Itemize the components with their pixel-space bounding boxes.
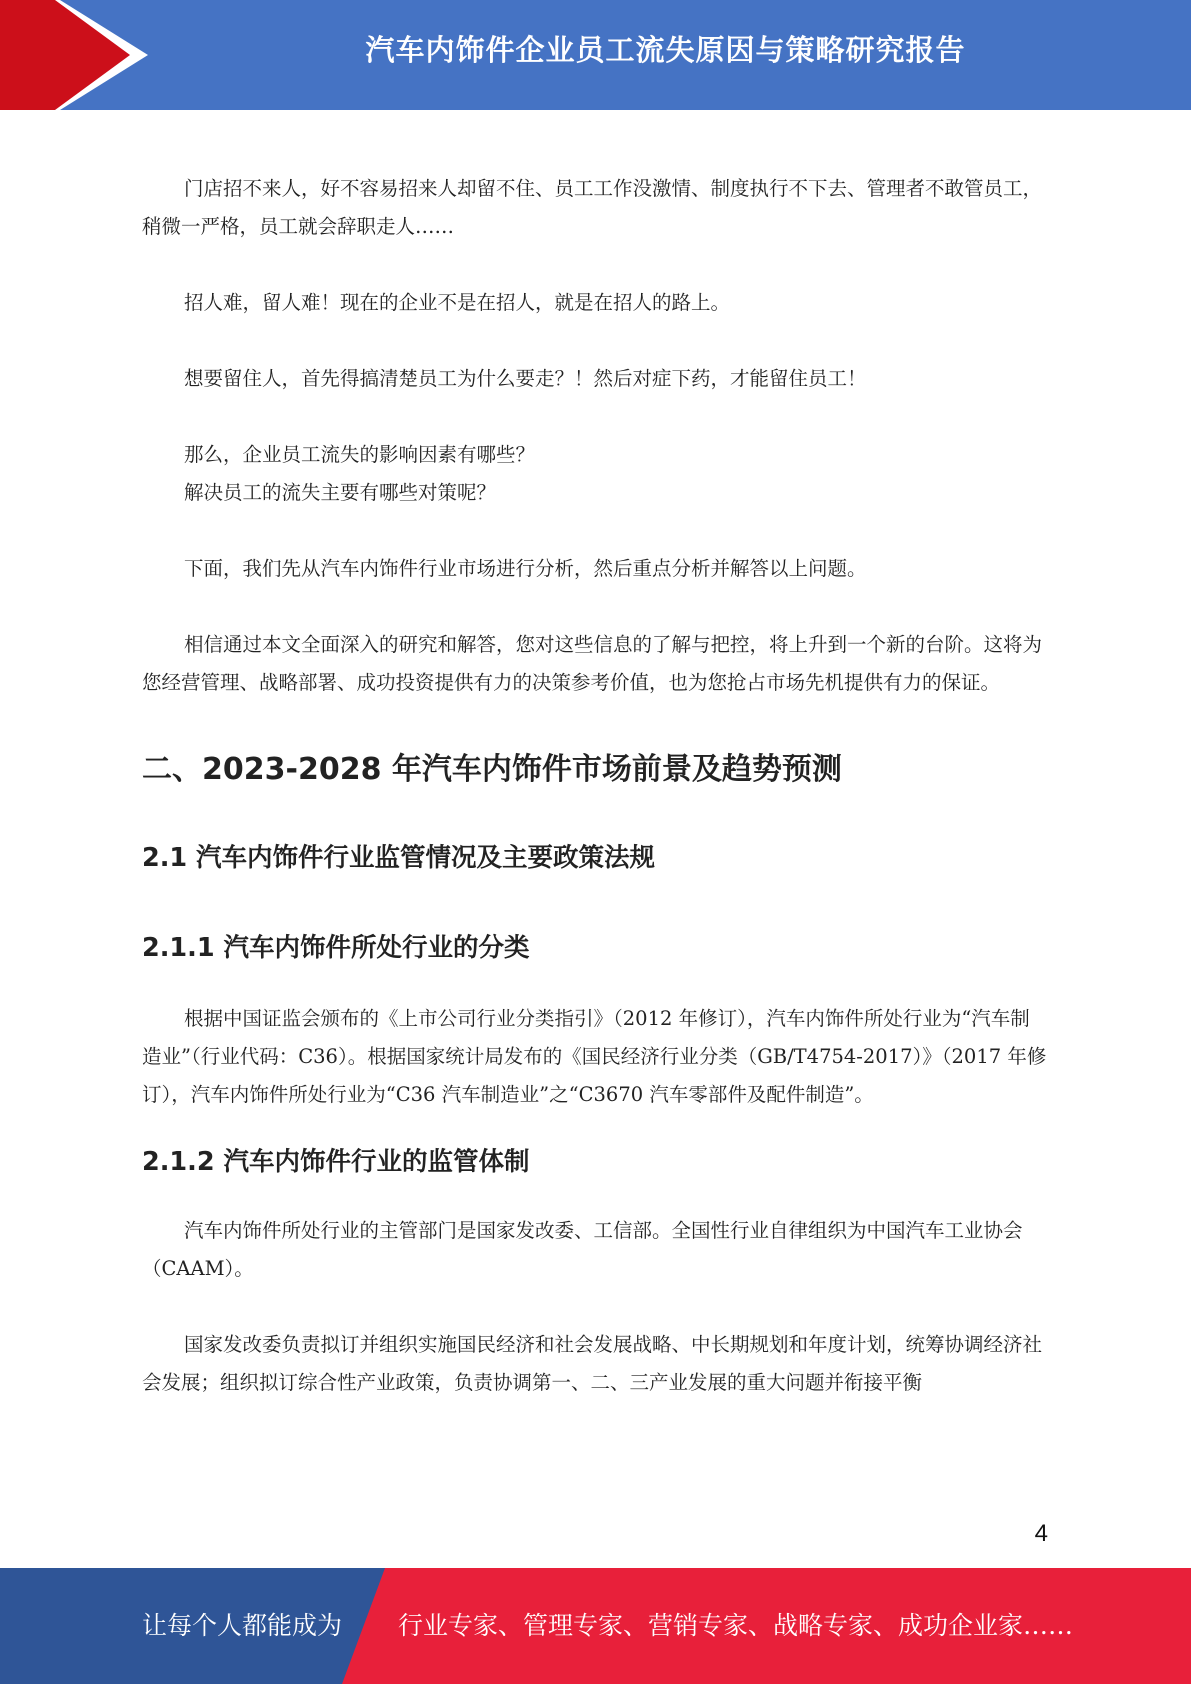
intro-paragraph-2: 招人难，留人难！现在的企业不是在招人，就是在招人的路上。 (184, 291, 731, 314)
intro-paragraph-6: 相信通过本文全面深入的研究和解答，您对这些信息的了解与把控，将上升到一个新的台阶。这将为您经营管理、战略部署、成功投资提供有力的决策参考价值，也为您抢占市场先机提供有力的保证。 (142, 633, 1043, 694)
footer-slogan-right: 行业专家、管理专家、营销专家、战略专家、成功企业家…… (398, 1611, 1074, 1640)
paragraph-2-1-1: 根据中国证监会颁布的《上市公司行业分类指引》（2012 年修订），汽车内饰件所处行业为“汽车制造业”（行业代码：C36）。根据国家统计局发布的《国民经济行业分类（GB/T4754-2017）》（2017 年修订），汽车内饰件所处行业为“C36 汽车制造业”之“C3670 汽车零部件及配件制造”。 (142, 1007, 1047, 1106)
intro-paragraph-5: 下面，我们先从汽车内饰件行业市场进行分析，然后重点分析并解答以上问题。 (184, 557, 867, 580)
section-heading-2: 二、2023-2028 年汽车内饰件市场前景及趋势预测 (142, 752, 842, 787)
footer-slogan-left: 让每个人都能成为 (142, 1611, 343, 1640)
intro-question-2: 解决员工的流失主要有哪些对策呢？ (184, 481, 497, 504)
subsection-heading-2-1: 2.1 汽车内饰件行业监管情况及主要政策法规 (142, 843, 656, 873)
subsection-heading-2-1-1: 2.1.1 汽车内饰件所处行业的分类 (142, 933, 530, 963)
paragraph-2-1-2-a: 汽车内饰件所处行业的主管部门是国家发改委、工信部。全国性行业自律组织为中国汽车工业协会（CAAM）。 (142, 1219, 1023, 1280)
page-content (142, 170, 1047, 1402)
intro-paragraph-3: 想要留住人，首先得搞清楚员工为什么要走？！然后对症下药，才能留住员工！ (184, 367, 867, 390)
subsection-heading-2-1-2: 2.1.2 汽车内饰件行业的监管体制 (142, 1147, 530, 1177)
intro-question-1: 那么，企业员工流失的影响因素有哪些？ (184, 443, 536, 466)
page-number: 4 (1034, 1520, 1048, 1547)
page-header (0, 0, 1191, 110)
intro-paragraph-1: 门店招不来人，好不容易招来人却留不住、员工工作没激情、制度执行不下去、管理者不敢管员工，稍微一严格，员工就会辞职走人…… (142, 177, 1043, 238)
paragraph-2-1-2-b: 国家发改委负责拟订并组织实施国民经济和社会发展战略、中长期规划和年度计划，统筹协调经济社会发展；组织拟订综合性产业政策，负责协调第一、二、三产业发展的重大问题并衔接平衡 (142, 1333, 1043, 1394)
page-footer (0, 1568, 1191, 1684)
report-title: 汽车内饰件企业员工流失原因与策略研究报告 (365, 33, 966, 67)
